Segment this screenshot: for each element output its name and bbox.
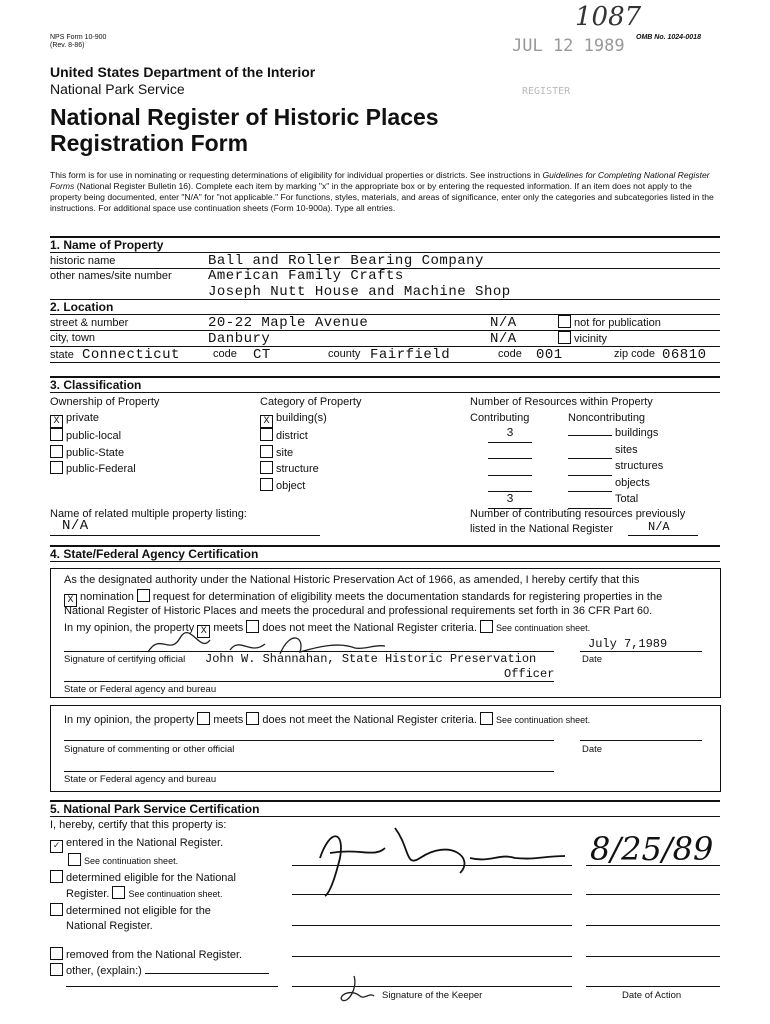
- entered-option[interactable]: ✓ entered in the National Register.: [50, 836, 269, 853]
- historic-name-value: Ball and Roller Bearing Company: [208, 253, 484, 269]
- contributing-label: Contributing: [470, 412, 530, 424]
- historic-name-label: historic name: [50, 255, 116, 267]
- continuation2-checkbox[interactable]: [480, 712, 493, 725]
- noncontributing-label: Noncontributing: [568, 412, 646, 424]
- agency2-label: State or Federal agency and bureau: [64, 774, 217, 785]
- zip-value: 06810: [662, 347, 707, 363]
- city-na: N/A: [490, 331, 517, 347]
- signature-label: Signature of certifying official: [64, 654, 186, 665]
- ownership-options: [50, 411, 136, 478]
- omb-number: OMB No. 1024-0018: [636, 34, 701, 41]
- continuation-checkbox[interactable]: [480, 620, 493, 633]
- keeper-initials: [336, 974, 376, 1010]
- resource-row: objects: [488, 476, 663, 493]
- not-for-publication: not for publication: [558, 315, 661, 329]
- zip-label: zip code: [614, 348, 655, 360]
- state-code-label: code: [213, 348, 237, 360]
- previously-listed-label-1: Number of contributing resources previously: [470, 508, 686, 520]
- intro-text: This form is for use in nominating or requesting determinations of eligibility for individual properties or districts. See instructions in Guidelines for Completing National Register Forms (National Register Bulletin 16). Complete each item by marking "x" in the appropriate box or by entering the requested information. If an item does not apply to the property being documented, enter "N/A" for "not applicable." For functions, styles, materials, and areas of significance, enter only the categories and subcategories listed in the instructions. For additional space use continuation sheets (Form 10-900a). Type all entries.: [50, 170, 714, 213]
- category-label: Category of Property: [260, 396, 362, 408]
- section2-heading: 2. Location: [50, 300, 114, 314]
- see-continuation-1[interactable]: See continuation sheet.: [50, 853, 269, 870]
- eligible-option[interactable]: determined eligible for the National: [50, 870, 269, 887]
- street-label: street & number: [50, 317, 129, 329]
- multiple-listing-label: Name of related multiple property listing:: [50, 508, 247, 520]
- previously-listed-label-2: listed in the National Register: [470, 523, 614, 535]
- cert-line1: As the designated authority under the National Historic Preservation Act of 1966, as amended, I hereby certify that this: [64, 574, 640, 586]
- not-for-publication-checkbox[interactable]: [558, 315, 571, 328]
- meets-checkbox[interactable]: X: [197, 625, 210, 638]
- official-name-2: Officer: [504, 667, 555, 681]
- other-option[interactable]: other, (explain:): [50, 963, 269, 980]
- category-buildings[interactable]: X building(s): [260, 411, 327, 428]
- service: National Park Service: [50, 81, 185, 97]
- cert-line3: National Register of Historic Places and meets the procedural and professional requirements set forth in 36 CFR Part 60.: [64, 605, 653, 617]
- ownership-label: Ownership of Property: [50, 396, 160, 408]
- section5-intro: I, hereby, certify that this property is:: [50, 819, 227, 831]
- keeper-label: Signature of the Keeper: [382, 990, 483, 1001]
- category-object[interactable]: object: [260, 478, 327, 495]
- section1-heading: 1. Name of Property: [50, 238, 164, 252]
- handwritten-number: 1087: [575, 2, 642, 32]
- section5-heading: 5. National Park Service Certification: [50, 802, 260, 816]
- other-names-label: other names/site number: [50, 270, 172, 282]
- county-code-value: 001: [536, 347, 563, 363]
- action-date-label: Date of Action: [622, 990, 682, 1001]
- city-value: Danbury: [208, 331, 271, 347]
- category-site[interactable]: site: [260, 445, 327, 462]
- keeper-signature: [300, 818, 600, 898]
- other-name-2: Joseph Nutt House and Machine Shop: [208, 284, 511, 300]
- department: United States Department of the Interior: [50, 64, 316, 80]
- eligible-option-cont: Register. See continuation sheet.: [66, 888, 223, 900]
- state-code-value: CT: [253, 347, 271, 363]
- resource-row: sites: [488, 443, 663, 460]
- resource-row: structures: [488, 459, 663, 476]
- state-label: state: [50, 349, 74, 361]
- cert-date-value: July 7,1989: [588, 637, 668, 651]
- section4-heading: 4. State/Federal Agency Certification: [50, 547, 259, 561]
- cert-line2: X nomination request for determination of eligibility meets the documentation standards for registering properties in the: [64, 589, 662, 607]
- other-name-1: American Family Crafts: [208, 268, 404, 284]
- date2-label: Date: [582, 744, 603, 755]
- state-value: Connecticut: [82, 347, 180, 363]
- category-district[interactable]: district: [260, 428, 327, 445]
- resource-row: 3 buildings: [488, 426, 663, 443]
- vicinity: vicinity: [558, 331, 607, 345]
- received-stamp-date: JUL 12 1989: [512, 36, 625, 56]
- form-number: NPS Form 10-900: [50, 34, 107, 41]
- previously-listed-value: N/A: [648, 520, 670, 534]
- date-label: Date: [582, 654, 603, 665]
- ownership-public-local[interactable]: public-local: [50, 428, 136, 445]
- ownership-private[interactable]: X private: [50, 411, 136, 428]
- county-code-label: code: [498, 348, 522, 360]
- form-title-line1: National Register of Historic Places: [50, 104, 439, 130]
- agency-label: State or Federal agency and bureau: [64, 684, 217, 695]
- city-label: city, town: [50, 332, 96, 344]
- entered-checkbox[interactable]: ✓: [50, 840, 63, 853]
- category-structure[interactable]: structure: [260, 461, 327, 478]
- does-not-meet2-checkbox[interactable]: [246, 712, 259, 725]
- not-eligible-option[interactable]: determined not eligible for the: [50, 903, 269, 920]
- official-name-1: John W. Shannahan, State Historic Preservation: [205, 652, 537, 666]
- resources-table: [488, 426, 663, 509]
- resources-label: Number of Resources within Property: [470, 396, 653, 408]
- street-na: N/A: [490, 315, 517, 331]
- form-title-line2: Registration Form: [50, 130, 249, 156]
- opinion2-line: In my opinion, the property meets does not meet the National Register criteria. See continuation sheet.: [64, 714, 591, 726]
- multiple-listing-value: N/A: [62, 518, 89, 534]
- street-value: 20-22 Maple Avenue: [208, 315, 369, 331]
- see-continuation-2-checkbox[interactable]: [112, 886, 125, 899]
- ownership-public-federal[interactable]: public-Federal: [50, 461, 136, 478]
- category-options: [260, 411, 327, 494]
- keeper-options: [50, 836, 269, 980]
- ownership-public-state[interactable]: public-State: [50, 445, 136, 462]
- commenting-label: Signature of commenting or other official: [64, 744, 235, 755]
- determination-checkbox[interactable]: [137, 589, 150, 602]
- register-stamp: REGISTER: [522, 86, 571, 97]
- action-date-value: 8/25/89: [590, 830, 714, 868]
- county-value: Fairfield: [370, 347, 451, 363]
- form-revision: (Rev. 8-86): [50, 42, 85, 49]
- not-eligible-option-cont: National Register.: [66, 920, 153, 932]
- nomination-checkbox[interactable]: X: [64, 594, 77, 607]
- resource-total-row: 3 Total: [488, 492, 663, 509]
- county-label: county: [328, 348, 361, 360]
- guidelines-title: Guidelines for Completing National Register Forms: [50, 170, 710, 191]
- opinion-line: In my opinion, the property X meets does not meet the National Register criteria. See continuation sheet.: [64, 622, 591, 637]
- vicinity-checkbox[interactable]: [558, 331, 571, 344]
- removed-option[interactable]: removed from the National Register.: [50, 947, 269, 964]
- meets2-checkbox[interactable]: [197, 712, 210, 725]
- section3-heading: 3. Classification: [50, 378, 142, 392]
